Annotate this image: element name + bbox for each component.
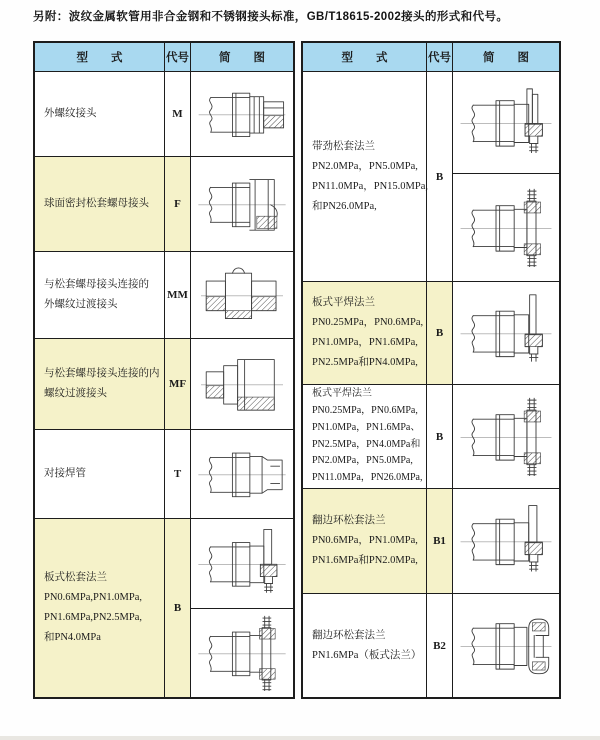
type-line: PN11.0MPa，PN15.0MPa, — [312, 180, 429, 192]
type-line: PN0.6MPa，PN1.0MPa, — [312, 535, 418, 546]
fittings-table-right — [301, 41, 561, 699]
diagram-cell — [191, 609, 293, 697]
type-line: 和PN26.0MPa, — [312, 200, 377, 212]
type-line: 与松套螺母接头连接的内 — [44, 368, 160, 379]
type-line: PN1.6MPa和PN2.0MPa, — [312, 555, 418, 566]
type-line: PN1.0MPa，PN1.6MPa, — [312, 337, 418, 348]
type-line: 和PN4.0MPa — [44, 632, 101, 643]
type-cell — [35, 252, 165, 339]
type-cell — [303, 282, 427, 385]
code-cell: B — [427, 72, 453, 282]
diagram-cell — [191, 157, 293, 252]
diagram-cell — [191, 252, 293, 339]
type-cell — [303, 594, 427, 697]
type-line: 螺纹过渡接头 — [44, 388, 107, 399]
type-cell — [303, 489, 427, 594]
diagram-cell — [453, 489, 559, 594]
fitting-neck-flange-top-diagram — [456, 75, 556, 170]
type-line: PN2.5MPa，PN4.0MPa和 — [312, 438, 421, 450]
type-line: PN2.0MPa，PN5.0MPa, — [312, 160, 418, 172]
fitting-plate-flange-top-diagram — [194, 522, 290, 605]
diagram-cell — [191, 519, 293, 609]
type-line: 外螺纹接头 — [44, 108, 97, 119]
type-cell — [303, 72, 427, 282]
fitting-butt-weld-diagram — [194, 433, 290, 515]
type-line: PN2.5MPa和PN4.0MPa, — [312, 357, 418, 368]
type-line: PN1.6MPa（板式法兰） — [312, 649, 422, 661]
code-cell: MM — [165, 252, 191, 339]
type-line: 翻边环松套法兰 — [312, 629, 386, 641]
type-line: PN1.0MPa，PN1.6MPa、 — [312, 421, 421, 433]
type-line: 板式平焊法兰 — [312, 297, 375, 308]
code-cell: B — [427, 282, 453, 385]
diagram-cell — [453, 385, 559, 489]
type-line: 对接焊管 — [44, 468, 86, 479]
type-line: PN0.25MPa，PN0.6MPa, — [312, 317, 424, 328]
fitting-lap-flange-b1-diagram — [456, 492, 556, 590]
fittings-table-left — [33, 41, 295, 699]
fitting-weld-flange-diagram — [456, 285, 556, 381]
column-header: 简 图 — [191, 43, 293, 72]
fitting-neck-flange-bottom-diagram — [456, 177, 556, 278]
column-header: 代号 — [165, 43, 191, 72]
diagram-cell — [453, 174, 559, 282]
type-line: PN1.6MPa,PN2.5MPa, — [44, 612, 143, 623]
column-header: 型 式 — [303, 43, 427, 72]
code-cell: B — [427, 385, 453, 489]
type-line: 球面密封松套螺母接头 — [44, 198, 149, 209]
fitting-adapter-mm-diagram — [194, 255, 290, 335]
code-cell: T — [165, 430, 191, 519]
type-cell — [35, 157, 165, 252]
type-cell — [35, 72, 165, 157]
code-cell: B1 — [427, 489, 453, 594]
diagram-cell — [453, 72, 559, 174]
type-line: PN11.0MPa，PN26.0MPa, — [312, 472, 423, 484]
fitting-ball-seal-nut-diagram — [194, 160, 290, 248]
type-cell — [35, 430, 165, 519]
diagram-cell — [191, 339, 293, 430]
scan-edge — [0, 736, 600, 740]
fitting-plate-flange-bottom-diagram — [194, 612, 290, 694]
code-cell: B2 — [427, 594, 453, 697]
type-line: PN0.6MPa,PN1.0MPa, — [44, 592, 143, 603]
column-header: 代号 — [427, 43, 453, 72]
diagram-cell — [191, 430, 293, 519]
fitting-lap-flange-b2-diagram — [456, 597, 556, 694]
diagram-cell — [453, 282, 559, 385]
type-cell — [303, 385, 427, 489]
diagram-cell — [453, 594, 559, 697]
type-line: 板式松套法兰 — [44, 572, 107, 583]
column-header: 简 图 — [453, 43, 559, 72]
type-cell — [35, 339, 165, 430]
fitting-adapter-mf-diagram — [194, 342, 290, 426]
page-caption: 另附：波纹金属软管用非合金钢和不锈钢接头标准，GB/T18615-2002接头的形式和代号。 — [33, 11, 509, 23]
type-line: 翻边环松套法兰 — [312, 515, 386, 526]
diagram-cell — [191, 72, 293, 157]
type-line: PN2.0MPa，PN5.0MPa, — [312, 455, 413, 467]
type-line: 板式平焊法兰 — [312, 388, 372, 400]
type-line: PN0.25MPa，PN0.6MPa, — [312, 404, 418, 416]
fitting-weld-flange-sym-diagram — [456, 388, 556, 485]
code-cell: M — [165, 72, 191, 157]
column-header: 型 式 — [35, 43, 165, 72]
code-cell: B — [165, 519, 191, 697]
code-cell: MF — [165, 339, 191, 430]
code-cell: F — [165, 157, 191, 252]
type-line: 带劲松套法兰 — [312, 140, 375, 152]
type-cell — [35, 519, 165, 697]
fitting-male-thread-diagram — [194, 75, 290, 153]
type-line: 外螺纹过渡接头 — [44, 299, 118, 310]
type-line: 与松套螺母接头连接的 — [44, 279, 149, 290]
